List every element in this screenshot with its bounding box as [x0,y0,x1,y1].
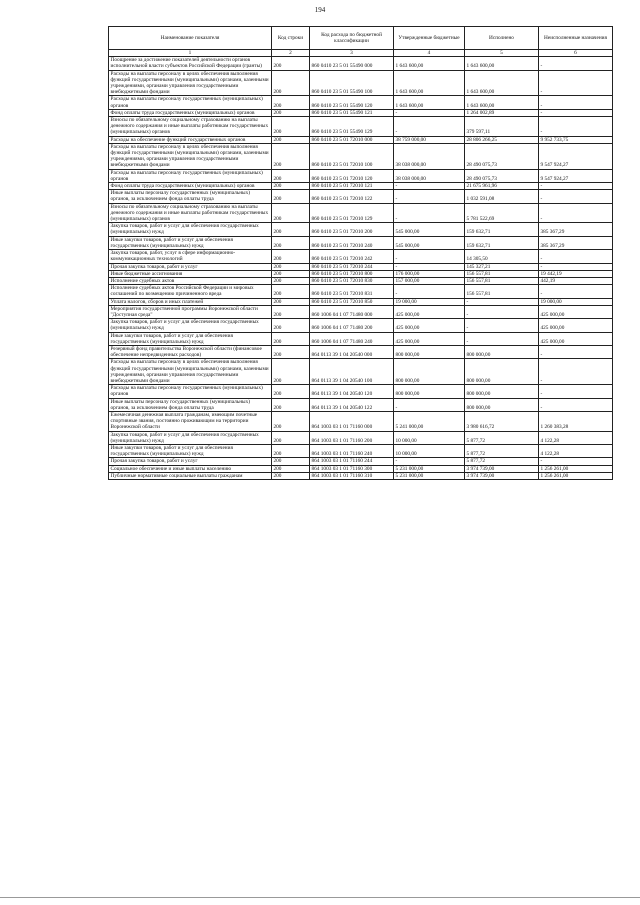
row-approved-cell: 19 000,00 [394,298,465,305]
row-name-cell: Закупка товаров, работ и услуг для обеспечения государственных (муниципальных) нужд [109,431,272,444]
row-remaining-cell: - [539,250,613,263]
header-indicator-name: Наименование показателя [109,27,272,50]
row-executed-cell: 3 974 739,00 [465,465,539,472]
row-remaining-cell: 442,19 [539,277,613,284]
table-row [109,431,613,444]
row-expense-code-cell: 860 0410 23 5 01 72010 200 [310,223,394,236]
table-row [109,183,613,190]
table-row [109,398,613,411]
table-row [109,411,613,431]
row-line-code-cell: 200 [272,96,310,109]
table-row [109,332,613,345]
row-executed-cell: 14 305,50 [465,250,539,263]
table-row [109,285,613,298]
row-line-code-cell: 200 [272,270,310,277]
row-line-code-cell: 200 [272,385,310,398]
row-expense-code-cell: 860 0410 23 5 01 72010 100 [310,143,394,169]
row-approved-cell: 1 643 600,00 [394,70,465,96]
row-name-cell: Исполнение судебных актов [109,277,272,284]
row-remaining-cell: - [539,96,613,109]
row-line-code-cell: 200 [272,359,310,385]
row-expense-code-cell: 860 0410 23 5 01 55490 120 [310,96,394,109]
row-expense-code-cell: 860 0410 23 5 01 55490 100 [310,70,394,96]
row-remaining-cell: - [539,385,613,398]
row-remaining-cell: 1 260 383,28 [539,411,613,431]
row-remaining-cell: - [539,117,613,137]
table-row [109,298,613,305]
row-line-code-cell: 200 [272,143,310,169]
table-row [109,458,613,465]
row-approved-cell: - [394,285,465,298]
row-line-code-cell: 200 [272,136,310,143]
row-name-cell: Фонд оплаты труда государственных (муниципальных) органов [109,109,272,116]
row-name-cell: Социальное обеспечение и иные выплаты населению [109,465,272,472]
table-row [109,203,613,223]
row-remaining-cell: - [539,70,613,96]
row-line-code-cell: 200 [272,345,310,358]
row-expense-code-cell: 860 0410 23 5 01 72010 244 [310,263,394,270]
row-expense-code-cell: 864 1003 03 1 01 71160 244 [310,458,394,465]
table-row [109,250,613,263]
row-approved-cell: 800 000,00 [394,345,465,358]
row-expense-code-cell: 864 0113 39 1 04 20540 120 [310,385,394,398]
row-expense-code-cell: 860 0410 23 5 01 72010 850 [310,298,394,305]
row-approved-cell: 1 643 600,00 [394,57,465,70]
row-expense-code-cell: 864 1003 03 1 01 71160 310 [310,472,394,479]
row-remaining-cell: 9 547 924,27 [539,169,613,182]
row-approved-cell: 38 038 000,00 [394,169,465,182]
row-name-cell: Закупка товаров, работ и услуг для обеспечения государственных (муниципальных) нужд [109,319,272,332]
row-expense-code-cell: 860 1006 04 1 07 71480 000 [310,305,394,318]
row-line-code-cell: 200 [272,398,310,411]
row-name-cell: Публичные нормативные социальные выплаты гражданам [109,472,272,479]
row-remaining-cell: - [539,190,613,203]
row-approved-cell: - [394,203,465,223]
row-name-cell: Прочая закупка товаров, работ и услуг [109,263,272,270]
row-approved-cell: - [394,183,465,190]
row-name-cell: Иные бюджетные ассигнования [109,270,272,277]
row-line-code-cell: 200 [272,203,310,223]
row-line-code-cell: 200 [272,183,310,190]
row-expense-code-cell: 860 0410 23 5 01 55490 000 [310,57,394,70]
row-line-code-cell: 200 [272,223,310,236]
row-name-cell: Ежемесячная денежная выплата гражданам, имеющим почетные спортивные звания, постоянно проживающим на территории Воронежской области [109,411,272,431]
table-row [109,472,613,479]
table-row [109,465,613,472]
row-executed-cell: 5 877,72 [465,458,539,465]
row-executed-cell: 145 327,21 [465,263,539,270]
row-approved-cell: 425 000,00 [394,305,465,318]
row-remaining-cell: 385 367,29 [539,223,613,236]
row-approved-cell: 10 000,00 [394,431,465,444]
row-expense-code-cell: 860 0410 23 5 01 72010 120 [310,169,394,182]
row-line-code-cell: 200 [272,190,310,203]
row-remaining-cell: 4 122,28 [539,444,613,457]
column-number: 1 [109,50,272,57]
row-line-code-cell: 200 [272,70,310,96]
row-remaining-cell: 1 256 261,00 [539,465,613,472]
table-row [109,263,613,270]
row-name-cell: Расходы на выплаты персоналу в целях обеспечения выполнения функций государственными (муниципальными) органами, казенными учреждениями, органами управления государственными внебюджетными фондами [109,359,272,385]
row-executed-cell: 1 032 591,08 [465,190,539,203]
table-row [109,169,613,182]
table-row [109,70,613,96]
row-remaining-cell: 425 000,00 [539,332,613,345]
row-approved-cell: - [394,458,465,465]
row-line-code-cell: 200 [272,57,310,70]
row-line-code-cell: 200 [272,458,310,465]
row-executed-cell: 28 490 075,73 [465,169,539,182]
row-name-cell: Расходы на обеспечение функций государственных органов [109,136,272,143]
row-expense-code-cell: 860 0410 23 5 01 72010 121 [310,183,394,190]
row-expense-code-cell: 864 1003 03 1 01 71160 000 [310,411,394,431]
row-executed-cell: 379 597,11 [465,117,539,137]
row-name-cell: Исполнение судебных актов Российской Федерации и мировых соглашений по возмещению причиненного вреда [109,285,272,298]
row-remaining-cell: 425 000,00 [539,305,613,318]
row-name-cell: Расходы на выплаты персоналу государственных (муниципальных) органов [109,385,272,398]
row-line-code-cell: 200 [272,431,310,444]
row-executed-cell: - [465,319,539,332]
row-expense-code-cell: 864 0113 39 1 04 20540 122 [310,398,394,411]
row-expense-code-cell: 860 0410 23 5 01 55490 129 [310,117,394,137]
row-executed-cell: 800 000,00 [465,359,539,385]
row-name-cell: Мероприятия государственной программы Воронежской области "Доступная среда" [109,305,272,318]
row-approved-cell: 38 038 000,00 [394,143,465,169]
row-executed-cell: 156 557,81 [465,277,539,284]
row-expense-code-cell: 864 1003 03 1 01 71160 200 [310,431,394,444]
row-executed-cell: 3 974 739,00 [465,472,539,479]
header-approved: Утвержденные бюджетные [394,27,465,50]
row-name-cell: Расходы на выплаты персоналу государственных (муниципальных) органов [109,169,272,182]
budget-execution-table [108,26,613,480]
row-executed-cell: - [465,298,539,305]
column-number: 4 [394,50,465,57]
column-number: 5 [465,50,539,57]
row-approved-cell: 176 000,00 [394,270,465,277]
table-row [109,190,613,203]
row-executed-cell: 5 781 522,69 [465,203,539,223]
row-remaining-cell: - [539,398,613,411]
row-expense-code-cell: 860 0410 23 5 01 72010 800 [310,270,394,277]
header-remaining: Неисполненные назначения [539,27,613,50]
row-expense-code-cell: 864 1003 03 1 01 71160 240 [310,444,394,457]
row-line-code-cell: 200 [272,285,310,298]
row-name-cell: Уплата налогов, сборов и иных платежей [109,298,272,305]
row-executed-cell: 800 000,00 [465,345,539,358]
row-expense-code-cell: 860 0410 23 5 01 72010 242 [310,250,394,263]
row-approved-cell: - [394,190,465,203]
row-approved-cell: 5 231 000,00 [394,472,465,479]
row-name-cell: Расходы на выплаты персоналу государственных (муниципальных) органов [109,96,272,109]
row-executed-cell: - [465,305,539,318]
page-number: 194 [314,6,326,14]
row-executed-cell: 159 632,71 [465,236,539,249]
row-name-cell: Расходы на выплаты персоналу в целях обеспечения выполнения функций государственными (муниципальными) органами, казенными учреждениями, органами управления государственными внебюджетными фондами [109,143,272,169]
row-remaining-cell: 425 000,00 [539,319,613,332]
row-name-cell: Иные закупки товаров, работ и услуг для обеспечения государственных (муниципальных) нужд [109,332,272,345]
row-expense-code-cell: 860 1006 04 1 07 71480 200 [310,319,394,332]
row-approved-cell: - [394,263,465,270]
row-executed-cell: 1 643 600,00 [465,57,539,70]
row-approved-cell: 5 231 000,00 [394,465,465,472]
table-row [109,270,613,277]
row-name-cell: Резервный фонд правительства Воронежской области (финансовое обеспечение непредвиденных расходов) [109,345,272,358]
row-executed-cell: 1 643 600,00 [465,96,539,109]
row-line-code-cell: 200 [272,305,310,318]
row-remaining-cell: - [539,109,613,116]
row-executed-cell: 3 980 616,72 [465,411,539,431]
row-executed-cell: 21 675 961,96 [465,183,539,190]
table-row [109,444,613,457]
table-row [109,96,613,109]
row-expense-code-cell: 864 1003 03 1 01 71160 300 [310,465,394,472]
row-line-code-cell: 200 [272,277,310,284]
table-body [109,57,613,480]
row-executed-cell: 800 000,00 [465,385,539,398]
header-expense-code: Код расхода по бюджетной классификации [310,27,394,50]
row-name-cell: Прочая закупка товаров, работ и услуг [109,458,272,465]
row-name-cell: Взносы по обязательному социальному страхованию на выплаты денежного содержания и иные выплаты работникам государственных (муниципальных) органов [109,203,272,223]
row-expense-code-cell: 860 0410 23 5 01 55490 121 [310,109,394,116]
row-executed-cell: - [465,332,539,345]
row-remaining-cell: - [539,203,613,223]
row-name-cell: Закупка товаров, работ, услуг в сфере информационно-коммуникационных технологий [109,250,272,263]
column-number: 3 [310,50,394,57]
row-expense-code-cell: 860 0410 23 5 01 72010 240 [310,236,394,249]
row-expense-code-cell: 860 1006 04 1 07 71480 240 [310,332,394,345]
row-executed-cell: 5 877,72 [465,431,539,444]
row-approved-cell: 5 241 000,00 [394,411,465,431]
header-line-code: Код строки [272,27,310,50]
row-remaining-cell: 19 000,00 [539,298,613,305]
row-line-code-cell: 200 [272,444,310,457]
row-executed-cell: 159 632,71 [465,223,539,236]
row-line-code-cell: 200 [272,236,310,249]
row-remaining-cell: - [539,263,613,270]
row-name-cell: Поощрение за достижение показателей деятельности органов исполнительной власти субъектов Российской Федерации (гранты) [109,57,272,70]
table-row [109,319,613,332]
table-row [109,385,613,398]
row-name-cell: Фонд оплаты труда государственных (муниципальных) органов [109,183,272,190]
footer-divider [0,897,640,898]
row-approved-cell: - [394,109,465,116]
row-approved-cell: 800 000,00 [394,359,465,385]
row-remaining-cell: - [539,359,613,385]
row-name-cell: Расходы на выплаты персоналу в целях обеспечения выполнения функций государственными (муниципальными) органами, казенными учреждениями, органами управления государственными внебюджетными фондами [109,70,272,96]
row-name-cell: Взносы по обязательному социальному страхованию на выплаты денежного содержания и иные выплаты работникам государственных (муниципальных) органов [109,117,272,137]
column-number: 2 [272,50,310,57]
row-remaining-cell: 9 547 924,27 [539,143,613,169]
row-executed-cell: 156 557,81 [465,270,539,277]
row-expense-code-cell: 864 0113 39 1 04 20540 100 [310,359,394,385]
row-name-cell: Иные закупки товаров, работ и услуг для обеспечения государственных (муниципальных) нужд [109,444,272,457]
row-name-cell: Иные выплаты персоналу государственных (муниципальных) органов, за исключением фонда оплаты труда [109,190,272,203]
row-approved-cell: 425 000,00 [394,319,465,332]
row-remaining-cell: - [539,285,613,298]
row-remaining-cell: - [539,57,613,70]
row-remaining-cell: 385 367,29 [539,236,613,249]
row-approved-cell: - [394,117,465,137]
table-row [109,236,613,249]
table-header-row [109,27,613,50]
table-row [109,359,613,385]
row-approved-cell: - [394,398,465,411]
row-executed-cell: 5 877,72 [465,444,539,457]
row-line-code-cell: 200 [272,109,310,116]
row-approved-cell: 38 759 000,00 [394,136,465,143]
row-executed-cell: 1 643 600,00 [465,70,539,96]
table-row [109,277,613,284]
row-line-code-cell: 200 [272,117,310,137]
row-name-cell: Закупка товаров, работ и услуг для обеспечения государственных (муниципальных) нужд [109,223,272,236]
row-executed-cell: 28 490 075,73 [465,143,539,169]
row-executed-cell: 1 264 002,89 [465,109,539,116]
row-approved-cell: 425 000,00 [394,332,465,345]
table-row [109,305,613,318]
row-name-cell: Иные выплаты персоналу государственных (муниципальных) органов, за исключением фонда оплаты труда [109,398,272,411]
row-line-code-cell: 200 [272,411,310,431]
row-name-cell: Иные закупки товаров, работ и услуг для обеспечения государственных (муниципальных) нужд [109,236,272,249]
column-number-row [109,50,613,57]
table-row [109,136,613,143]
column-number: 6 [539,50,613,57]
table-row [109,143,613,169]
row-executed-cell: 28 806 266,25 [465,136,539,143]
row-expense-code-cell: 860 0410 23 5 01 72010 000 [310,136,394,143]
table-row [109,345,613,358]
row-line-code-cell: 200 [272,263,310,270]
row-approved-cell: 545 000,00 [394,236,465,249]
row-remaining-cell: - [539,345,613,358]
table-row [109,223,613,236]
row-expense-code-cell: 860 0410 23 5 01 72010 129 [310,203,394,223]
row-remaining-cell: 9 952 733,75 [539,136,613,143]
table-row [109,117,613,137]
row-line-code-cell: 200 [272,472,310,479]
row-remaining-cell: - [539,458,613,465]
header-executed: Исполнено [465,27,539,50]
row-line-code-cell: 200 [272,332,310,345]
row-approved-cell: - [394,250,465,263]
row-expense-code-cell: 860 0410 23 5 01 72010 830 [310,277,394,284]
row-remaining-cell: 1 256 261,00 [539,472,613,479]
row-line-code-cell: 200 [272,169,310,182]
row-expense-code-cell: 864 0113 39 1 04 20540 000 [310,345,394,358]
table-row [109,109,613,116]
row-remaining-cell: 4 122,28 [539,431,613,444]
row-approved-cell: 800 000,00 [394,385,465,398]
row-line-code-cell: 200 [272,250,310,263]
row-remaining-cell: 19 442,19 [539,270,613,277]
row-executed-cell: 156 557,81 [465,285,539,298]
row-line-code-cell: 200 [272,465,310,472]
table-row [109,57,613,70]
row-remaining-cell: - [539,183,613,190]
row-approved-cell: 10 000,00 [394,444,465,457]
row-line-code-cell: 200 [272,298,310,305]
row-expense-code-cell: 860 0410 23 5 01 72010 122 [310,190,394,203]
row-executed-cell: 800 000,00 [465,398,539,411]
row-line-code-cell: 200 [272,319,310,332]
row-approved-cell: 545 000,00 [394,223,465,236]
row-expense-code-cell: 860 0410 23 5 01 72010 831 [310,285,394,298]
row-approved-cell: 157 000,00 [394,277,465,284]
row-approved-cell: 1 643 600,00 [394,96,465,109]
